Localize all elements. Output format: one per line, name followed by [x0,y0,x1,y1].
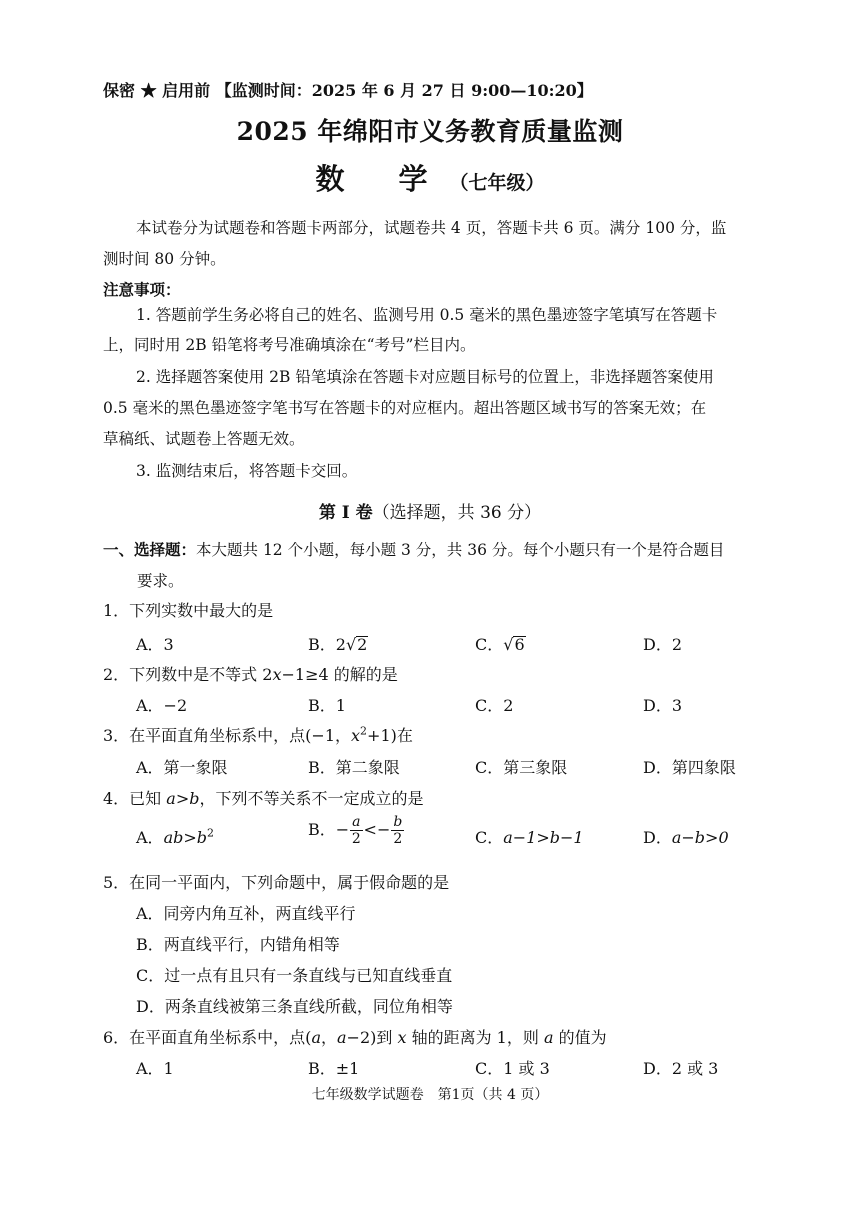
q4-c-label: C． [475,828,504,847]
q4-d-expr: a−b>0 [671,828,729,847]
q3-option-c: C．第三象限 [475,758,568,777]
note-1-line-1: 1. 答题前学生务必将自己的姓名、监测号用 0.5 毫米的黑色墨迹签字笔填写在答题卡 [136,306,718,324]
q6-mid: ， [320,1028,337,1047]
part1-line-2: 要求。 [137,572,184,590]
q2-var: x [272,665,282,684]
q4-b-frac-1 [350,814,362,847]
q2-stem-post: −1≥4 的解的是 [281,665,398,684]
q4-option-d [643,825,729,848]
q6-option-d: D．2 或 3 [643,1059,719,1078]
q1-option-d: D．2 [643,635,683,654]
page-footer: 七年级数学试题卷 第1页（共 4 页） [311,1087,549,1103]
section-detail: （选择题，共 36 分） [372,503,542,523]
q4-c-expr: a−1>b−1 [503,828,584,847]
q6-option-c: C．1 或 3 [475,1059,550,1078]
q6-var-4: a [543,1028,554,1047]
q4-condition: a>b [166,789,200,808]
q3-option-a: A．第一象限 [136,758,228,777]
exam-title: 2025 年绵阳市义务教育质量监测 [236,117,624,146]
q6-stem-pre: 6．在平面直角坐标系中，点( [103,1028,312,1047]
q4-b-label: B．− [308,820,350,839]
q4-a-expr: ab>b [163,828,207,847]
part1-line-1 [103,534,724,566]
intro-line-2: 测时间 80 分钟。 [103,250,226,268]
subject-title [0,157,860,198]
notes-heading: 注意事项： [103,280,181,299]
q5-option-d: D．两条直线被第三条直线所截，同位角相等 [136,997,453,1016]
q4-option-c [475,825,584,848]
part1-text: 本大题共 12 个小题，每小题 3 分，共 36 分。每个小题只有一个是符合题目 [196,541,725,559]
q3-stem-post: +1)在 [367,726,413,745]
q6-option-b: B．±1 [308,1059,360,1078]
q6-option-a: A．1 [136,1059,174,1078]
intro-line-1: 本试卷分为试题卷和答题卡两部分，试题卷共 4 页，答题卡共 6 页。满分 100 分，监 [136,219,727,237]
q4-stem-post: ，下列不等关系不一定成立的是 [199,789,424,808]
q1-b-radicand: 2 [357,635,368,654]
question-6-stem [103,1025,607,1048]
q6-var-3: x [397,1028,407,1047]
q1-option-c: C．√6 [475,635,525,654]
q2-option-d: D．3 [643,696,683,715]
q1-option-a: A．3 [136,635,174,654]
q2-option-c: C．2 [475,696,514,715]
note-2-line-2: 0.5 毫米的黑色墨迹签字笔书写在答题卡的对应框内。超出答题区域书写的答案无效；在 [103,399,707,417]
section-label: 第 I 卷 [318,503,373,523]
section-title [0,498,860,523]
q3-option-d: D．第四象限 [643,758,736,777]
q5-option-b: B．两直线平行，内错角相等 [136,935,340,954]
note-2-line-1: 2. 选择题答案使用 2B 铅笔填涂在答题卡对应题目标号的位置上，非选择题答案使用 [136,368,714,386]
q5-option-a: A．同旁内角互补，两直线平行 [136,904,356,923]
q6-post-2: 轴的距离为 1，则 [406,1028,544,1047]
q4-option-a [136,825,214,848]
q2-option-a: A．−2 [136,696,188,715]
q1-c-label: C． [475,635,504,654]
question-1-stem: 1．下列实数中最大的是 [103,601,274,620]
q4-a-exp: 2 [207,826,214,840]
question-4-stem [103,786,423,809]
question-5-stem: 5．在同一平面内，下列命题中，属于假命题的是 [103,873,450,892]
q6-var-1: a [311,1028,321,1047]
q5-option-c: C．过一点有且只有一条直线与已知直线垂直 [136,966,453,985]
q3-option-b: B．第二象限 [308,758,400,777]
confidential-header: 保密 ★ 启用前 【监测时间：2025 年 6 月 27 日 9:00—10:20】 [103,81,593,100]
q1-option-b: B．2√2 [308,635,368,654]
q4-b-frac-2 [391,814,404,847]
q4-a-label: A． [136,828,164,847]
q3-stem-pre: 3．在平面直角坐标系中，点(−1， [103,726,352,745]
q6-var-2: a [337,1028,347,1047]
q6-post-3: 的值为 [553,1028,607,1047]
q4-b-den-1: 2 [351,831,361,847]
question-3-stem [103,723,413,746]
q4-b-num-2: b [393,814,403,830]
q2-option-b: B．1 [308,696,346,715]
subject-name: 数 学 [315,162,450,196]
subject-grade: （七年级） [449,172,545,194]
question-2-stem [103,662,398,685]
q6-post: −2)到 [346,1028,398,1047]
q4-b-num-1: a [352,814,361,830]
note-1-line-2: 上，同时用 2B 铅笔将考号准确填涂在“考号”栏目内。 [103,336,476,354]
q4-d-label: D． [643,828,672,847]
q4-stem-pre: 4．已知 [103,789,167,808]
note-2-line-3: 草稿纸、试题卷上答题无效。 [103,430,305,448]
note-3: 3. 监测结束后，将答题卡交回。 [136,462,358,480]
q2-stem-pre: 2．下列数中是不等式 2 [103,665,273,684]
q4-b-mid: <− [363,820,391,839]
q4-option-b [308,814,405,847]
q4-b-den-2: 2 [393,831,403,847]
q1-b-coef: B．2 [308,635,346,654]
q3-var: x [351,726,361,745]
part1-label: 一、选择题： [103,540,197,559]
q3-exp: 2 [360,724,368,738]
q1-c-radicand: 6 [514,635,525,654]
